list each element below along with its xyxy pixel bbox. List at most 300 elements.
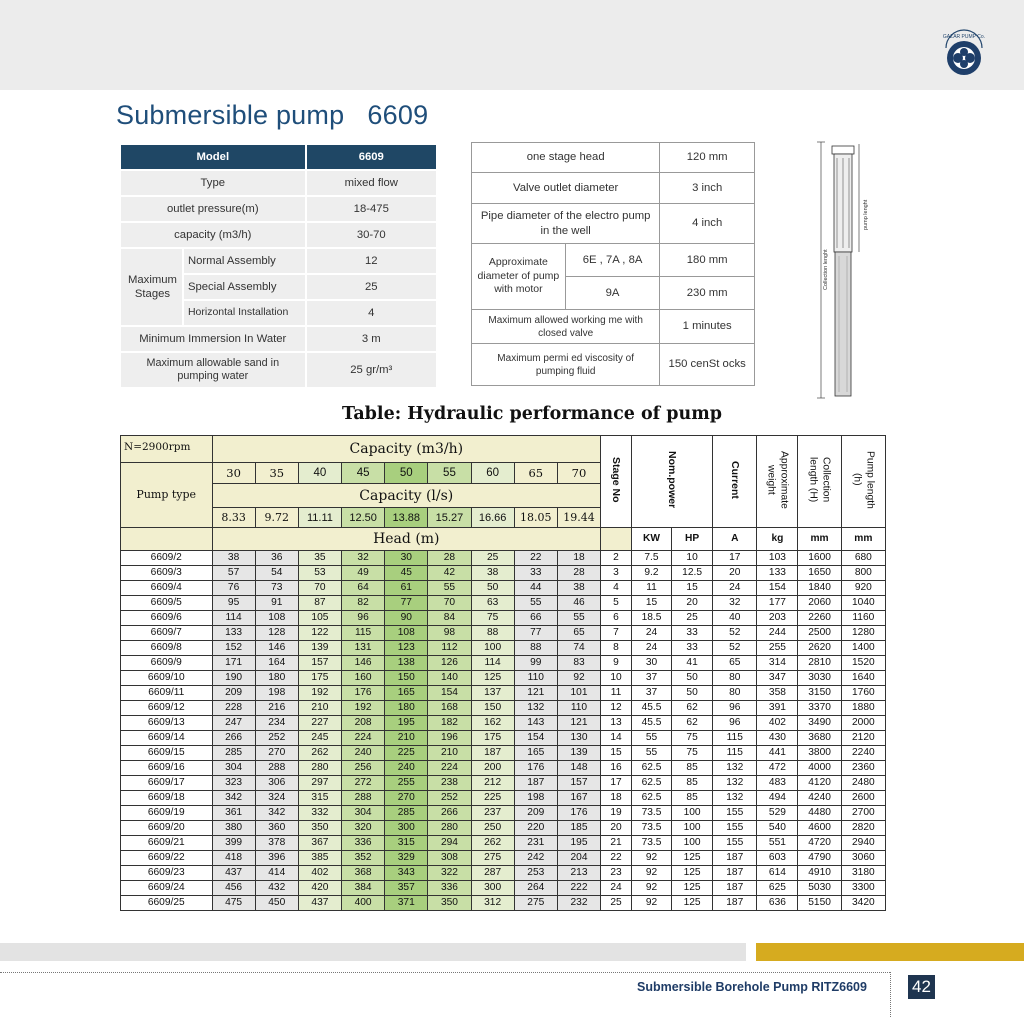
head-cell: 45 (385, 566, 428, 581)
head-cell: 240 (385, 761, 428, 776)
head-cell: 165 (385, 686, 428, 701)
head-cell: 92 (557, 671, 600, 686)
rpm-cell: N=2900rpm (121, 436, 213, 463)
head-cell: 315 (298, 791, 341, 806)
head-cell: 110 (557, 701, 600, 716)
spec-cell: 37 (631, 686, 671, 701)
head-cell: 222 (557, 881, 600, 896)
head-cell: 101 (557, 686, 600, 701)
head-cell: 312 (471, 896, 514, 911)
head-cell: 256 (342, 761, 385, 776)
head-cell: 324 (255, 791, 298, 806)
table-row (121, 551, 886, 566)
head-cell: 224 (342, 731, 385, 746)
head-cell: 380 (212, 821, 255, 836)
spec-cell: 187 (713, 881, 757, 896)
head-cell: 55 (557, 611, 600, 626)
spec-cell: 4480 (798, 806, 841, 821)
head-cell: 336 (342, 836, 385, 851)
spec-cell: 177 (757, 596, 798, 611)
table-row (121, 806, 886, 821)
head-cell: 228 (212, 701, 255, 716)
head-cell: 64 (342, 581, 385, 596)
spec-cell: 132 (713, 776, 757, 791)
head-cell: 126 (428, 656, 471, 671)
spec-cell: 4790 (798, 851, 841, 866)
head-cell: 55 (514, 596, 557, 611)
head-cell: 100 (471, 641, 514, 656)
table-row (121, 671, 886, 686)
head-cell: 90 (385, 611, 428, 626)
head-cell: 437 (298, 896, 341, 911)
valve-value: 3 inch (660, 173, 755, 204)
motor2-label: 9A (565, 277, 660, 310)
spec-cell: 85 (672, 791, 713, 806)
spec-cell: 603 (757, 851, 798, 866)
unit-mm-collection: mm (798, 528, 841, 551)
pump-type-cell: 6609/8 (121, 641, 213, 656)
spec-cell: 680 (841, 551, 885, 566)
dimension-table (471, 142, 755, 386)
spec-cell: 540 (757, 821, 798, 836)
table-row (121, 746, 886, 761)
head-cell: 209 (212, 686, 255, 701)
head-cell: 49 (342, 566, 385, 581)
spec-cell: 62.5 (631, 761, 671, 776)
head-cell: 252 (428, 791, 471, 806)
head-cell: 63 (471, 596, 514, 611)
spec-cell: 55 (631, 731, 671, 746)
spec-cell: 187 (713, 896, 757, 911)
head-cell: 234 (255, 716, 298, 731)
head-cell: 38 (557, 581, 600, 596)
pump-type-cell: 6609/21 (121, 836, 213, 851)
spec-cell: 92 (631, 851, 671, 866)
head-cell: 238 (428, 776, 471, 791)
head-cell: 22 (514, 551, 557, 566)
spec-cell: 17 (601, 776, 632, 791)
spec-cell: 472 (757, 761, 798, 776)
head-cell: 128 (255, 626, 298, 641)
spec-cell: 8 (601, 641, 632, 656)
table-row (121, 686, 886, 701)
cap-ls-cell: 18.05 (514, 508, 557, 528)
head-cell: 42 (428, 566, 471, 581)
spec-cell: 32 (713, 596, 757, 611)
spec-cell: 614 (757, 866, 798, 881)
head-cell: 332 (298, 806, 341, 821)
unit-kw: KW (631, 528, 671, 551)
cap-ls-cell: 9.72 (255, 508, 298, 528)
spec-cell: 800 (841, 566, 885, 581)
pressure-label: outlet pressure(m) (121, 196, 306, 222)
spec-cell: 2940 (841, 836, 885, 851)
spec-cell: 2060 (798, 596, 841, 611)
head-cell: 287 (471, 866, 514, 881)
head-cell: 232 (557, 896, 600, 911)
head-cell: 171 (212, 656, 255, 671)
cap-m3h-cell: 65 (514, 463, 557, 484)
head-cell: 160 (342, 671, 385, 686)
spec-cell: 7 (601, 626, 632, 641)
spec-cell: 255 (757, 641, 798, 656)
table-row (121, 836, 886, 851)
spec-cell: 2240 (841, 746, 885, 761)
spec-cell: 483 (757, 776, 798, 791)
spec-cell: 100 (672, 821, 713, 836)
spec-cell: 115 (713, 746, 757, 761)
spec-cell: 73.5 (631, 806, 671, 821)
sand-value: 25 gr/m³ (306, 352, 437, 388)
head-cell: 323 (212, 776, 255, 791)
stages-label: Maximum Stages (121, 248, 183, 326)
head-cell: 262 (298, 746, 341, 761)
head-cell: 30 (385, 551, 428, 566)
spec-cell: 3150 (798, 686, 841, 701)
spec-row-type (121, 170, 437, 196)
footer-divider-vertical (890, 972, 891, 1017)
head-cell: 396 (255, 851, 298, 866)
cap-ls-cell: 19.44 (557, 508, 600, 528)
head-cell: 315 (385, 836, 428, 851)
head-cell: 220 (514, 821, 557, 836)
spec-cell: 132 (713, 791, 757, 806)
spec-cell: 3370 (798, 701, 841, 716)
spec-cell: 1400 (841, 641, 885, 656)
head-cell: 138 (385, 656, 428, 671)
pump-type-cell: 6609/2 (121, 551, 213, 566)
head-cell: 175 (471, 731, 514, 746)
head-cell: 187 (514, 776, 557, 791)
spec-cell: 441 (757, 746, 798, 761)
spec-cell: 920 (841, 581, 885, 596)
spec-table (121, 145, 438, 389)
spec-cell: 125 (672, 896, 713, 911)
spec-cell: 62.5 (631, 791, 671, 806)
head-cell: 361 (212, 806, 255, 821)
head-cell: 87 (298, 596, 341, 611)
spec-cell: 12.5 (672, 566, 713, 581)
stage-head-value: 120 mm (660, 143, 755, 173)
head-cell: 83 (557, 656, 600, 671)
approx-label: Approximate diameter of pump with motor (472, 244, 566, 310)
head-cell: 308 (428, 851, 471, 866)
head-cell: 82 (342, 596, 385, 611)
table-row (121, 821, 886, 836)
footer-text: Submersible Borehole Pump RITZ6609 (637, 980, 867, 994)
spec-cell: 203 (757, 611, 798, 626)
pump-type-cell: 6609/24 (121, 881, 213, 896)
spec-cell: 75 (672, 731, 713, 746)
head-cell: 297 (298, 776, 341, 791)
table-row (121, 776, 886, 791)
spec-cell: 4720 (798, 836, 841, 851)
unit-a: A (713, 528, 757, 551)
pump-type-cell: 6609/22 (121, 851, 213, 866)
head-cell: 38 (471, 566, 514, 581)
spec-cell: 4910 (798, 866, 841, 881)
spec-cell: 155 (713, 806, 757, 821)
cap-m3h-cell: 35 (255, 463, 298, 484)
capacity-value: 30-70 (306, 222, 437, 248)
spec-cell: 3300 (841, 881, 885, 896)
spec-cell: 3030 (798, 671, 841, 686)
spec-cell: 3180 (841, 866, 885, 881)
capacity-ls-label: Capacity (l/s) (212, 484, 601, 508)
head-cell: 121 (557, 716, 600, 731)
head-cell: 262 (471, 836, 514, 851)
head-cell: 180 (255, 671, 298, 686)
motor2-value: 230 mm (660, 277, 755, 310)
page-title: Submersible pump 6609 (116, 100, 429, 130)
table-row (121, 731, 886, 746)
spec-cell: 16 (601, 761, 632, 776)
spec-cell: 430 (757, 731, 798, 746)
head-cell: 75 (471, 611, 514, 626)
head-cell: 132 (514, 701, 557, 716)
head-cell: 33 (514, 566, 557, 581)
head-cell: 210 (428, 746, 471, 761)
head-cell: 266 (212, 731, 255, 746)
head-cell: 224 (428, 761, 471, 776)
head-cell: 28 (557, 566, 600, 581)
spec-cell: 15 (631, 596, 671, 611)
head-cell: 210 (298, 701, 341, 716)
head-cell: 250 (471, 821, 514, 836)
spec-cell: 17 (713, 551, 757, 566)
head-cell: 432 (255, 881, 298, 896)
immersion-value: 3 m (306, 326, 437, 352)
head-cell: 154 (428, 686, 471, 701)
perf-title: Table: Hydraulic performance of pump (342, 404, 723, 424)
spec-cell: 62.5 (631, 776, 671, 791)
normal-label: Normal Assembly (183, 248, 306, 274)
cap-ls-cell: 12.50 (342, 508, 385, 528)
spec-cell: 25 (672, 611, 713, 626)
head-cell: 185 (557, 821, 600, 836)
spec-cell: 21 (601, 836, 632, 851)
head-cell: 190 (212, 671, 255, 686)
header-band (0, 0, 1024, 90)
spec-cell: 3680 (798, 731, 841, 746)
horizontal-label: Horizontal Installation (183, 300, 306, 326)
spec-cell: 13 (601, 716, 632, 731)
head-cell: 74 (557, 641, 600, 656)
spec-cell: 1650 (798, 566, 841, 581)
spec-cell: 20 (672, 596, 713, 611)
spec-cell: 10 (601, 671, 632, 686)
head-cell: 176 (557, 806, 600, 821)
head-cell: 368 (342, 866, 385, 881)
head-cell: 245 (298, 731, 341, 746)
table-row (121, 866, 886, 881)
spec-cell: 52 (713, 626, 757, 641)
spec-cell: 2480 (841, 776, 885, 791)
pump-type-cell: 6609/11 (121, 686, 213, 701)
pump-type-cell: 6609/19 (121, 806, 213, 821)
table-row (121, 641, 886, 656)
head-cell: 54 (255, 566, 298, 581)
spec-row-capacity (121, 222, 437, 248)
spec-cell: 19 (601, 806, 632, 821)
head-cell: 77 (385, 596, 428, 611)
pump-type-cell: 6609/16 (121, 761, 213, 776)
spec-cell: 2700 (841, 806, 885, 821)
spec-cell: 5 (601, 596, 632, 611)
pump-type-cell: 6609/25 (121, 896, 213, 911)
head-cell: 25 (471, 551, 514, 566)
head-cell: 121 (514, 686, 557, 701)
pump-type-cell: 6609/14 (121, 731, 213, 746)
head-cell: 450 (255, 896, 298, 911)
head-cell: 146 (342, 656, 385, 671)
footer-divider (0, 972, 890, 973)
cap-m3h-cell: 50 (385, 463, 428, 484)
head-cell: 402 (298, 866, 341, 881)
head-cell: 343 (385, 866, 428, 881)
pump-type-cell: 6609/15 (121, 746, 213, 761)
pump-type-cell: 6609/7 (121, 626, 213, 641)
spec-cell: 9.2 (631, 566, 671, 581)
table-row (121, 791, 886, 806)
spec-cell: 1160 (841, 611, 885, 626)
closed-label: Maximum allowed working me with closed valve (472, 310, 660, 344)
spec-cell: 92 (631, 866, 671, 881)
head-cell: 99 (514, 656, 557, 671)
head-cell: 322 (428, 866, 471, 881)
head-cell: 418 (212, 851, 255, 866)
pump-type-cell: 6609/12 (121, 701, 213, 716)
head-cell: 157 (298, 656, 341, 671)
spec-cell: 85 (672, 761, 713, 776)
spec-cell: 2 (601, 551, 632, 566)
head-cell: 32 (342, 551, 385, 566)
spec-cell: 155 (713, 821, 757, 836)
head-cell: 270 (255, 746, 298, 761)
head-cell: 255 (385, 776, 428, 791)
pump-type-cell: 6609/3 (121, 566, 213, 581)
head-cell: 360 (255, 821, 298, 836)
head-cell: 112 (428, 641, 471, 656)
spec-cell: 62 (672, 701, 713, 716)
spec-row-model (121, 145, 437, 170)
head-cell: 150 (471, 701, 514, 716)
pump-type-cell: 6609/20 (121, 821, 213, 836)
head-cell: 304 (212, 761, 255, 776)
pump-type-cell: 6609/5 (121, 596, 213, 611)
empty-header-cell (121, 528, 213, 551)
spec-cell: 24 (631, 626, 671, 641)
page-number: 42 (908, 975, 935, 999)
head-cell: 38 (212, 551, 255, 566)
head-cell: 212 (471, 776, 514, 791)
spec-cell: 2600 (841, 791, 885, 806)
head-cell: 400 (342, 896, 385, 911)
spec-cell: 1880 (841, 701, 885, 716)
spec-cell: 4000 (798, 761, 841, 776)
head-cell: 162 (471, 716, 514, 731)
head-cell: 399 (212, 836, 255, 851)
spec-cell: 96 (713, 701, 757, 716)
table-row (121, 701, 886, 716)
spec-cell: 30 (631, 656, 671, 671)
spec-cell: 85 (672, 776, 713, 791)
head-cell: 213 (557, 866, 600, 881)
normal-value: 12 (306, 248, 437, 274)
model-value: 6609 (306, 145, 437, 170)
head-cell: 167 (557, 791, 600, 806)
pump-type-cell: 6609/10 (121, 671, 213, 686)
cap-m3h-cell: 55 (428, 463, 471, 484)
spec-cell: 65 (713, 656, 757, 671)
head-cell: 176 (514, 761, 557, 776)
pipe-label: Pipe diameter of the electro pump in the well (472, 204, 660, 244)
spec-cell: 4600 (798, 821, 841, 836)
pressure-value: 18-475 (306, 196, 437, 222)
spec-cell: 41 (672, 656, 713, 671)
spec-cell: 96 (713, 716, 757, 731)
spec-cell: 6 (601, 611, 632, 626)
spec-row-pressure (121, 196, 437, 222)
cap-m3h-cell: 60 (471, 463, 514, 484)
spec-cell: 125 (672, 866, 713, 881)
head-cell: 272 (342, 776, 385, 791)
table-row (121, 581, 886, 596)
spec-cell: 20 (601, 821, 632, 836)
cap-m3h-cell: 30 (212, 463, 255, 484)
spec-cell: 10 (672, 551, 713, 566)
spec-cell: 2810 (798, 656, 841, 671)
head-cell: 91 (255, 596, 298, 611)
cap-ls-cell: 11.11 (298, 508, 341, 528)
spec-cell: 391 (757, 701, 798, 716)
spec-cell: 12 (601, 701, 632, 716)
head-cell: 66 (514, 611, 557, 626)
head-cell: 133 (212, 626, 255, 641)
spec-cell: 2120 (841, 731, 885, 746)
head-cell: 367 (298, 836, 341, 851)
head-cell: 275 (471, 851, 514, 866)
head-cell: 105 (298, 611, 341, 626)
spec-cell: 636 (757, 896, 798, 911)
spec-cell: 1280 (841, 626, 885, 641)
head-cell: 240 (342, 746, 385, 761)
spec-cell: 1640 (841, 671, 885, 686)
spec-cell: 1040 (841, 596, 885, 611)
pipe-value: 4 inch (660, 204, 755, 244)
head-cell: 288 (342, 791, 385, 806)
spec-cell: 4240 (798, 791, 841, 806)
spec-cell: 1760 (841, 686, 885, 701)
head-cell: 231 (514, 836, 557, 851)
head-cell: 70 (298, 581, 341, 596)
model-label: Model (121, 145, 306, 170)
head-cell: 114 (212, 611, 255, 626)
cap-m3h-cell: 70 (557, 463, 600, 484)
head-cell: 350 (428, 896, 471, 911)
head-cell: 357 (385, 881, 428, 896)
spec-cell: 33 (672, 641, 713, 656)
head-cell: 125 (471, 671, 514, 686)
head-cell: 329 (385, 851, 428, 866)
head-cell: 385 (298, 851, 341, 866)
head-cell: 146 (255, 641, 298, 656)
spec-cell: 33 (672, 626, 713, 641)
head-cell: 150 (385, 671, 428, 686)
spec-cell: 62 (672, 716, 713, 731)
company-logo-icon (940, 28, 988, 78)
spec-cell: 100 (672, 836, 713, 851)
